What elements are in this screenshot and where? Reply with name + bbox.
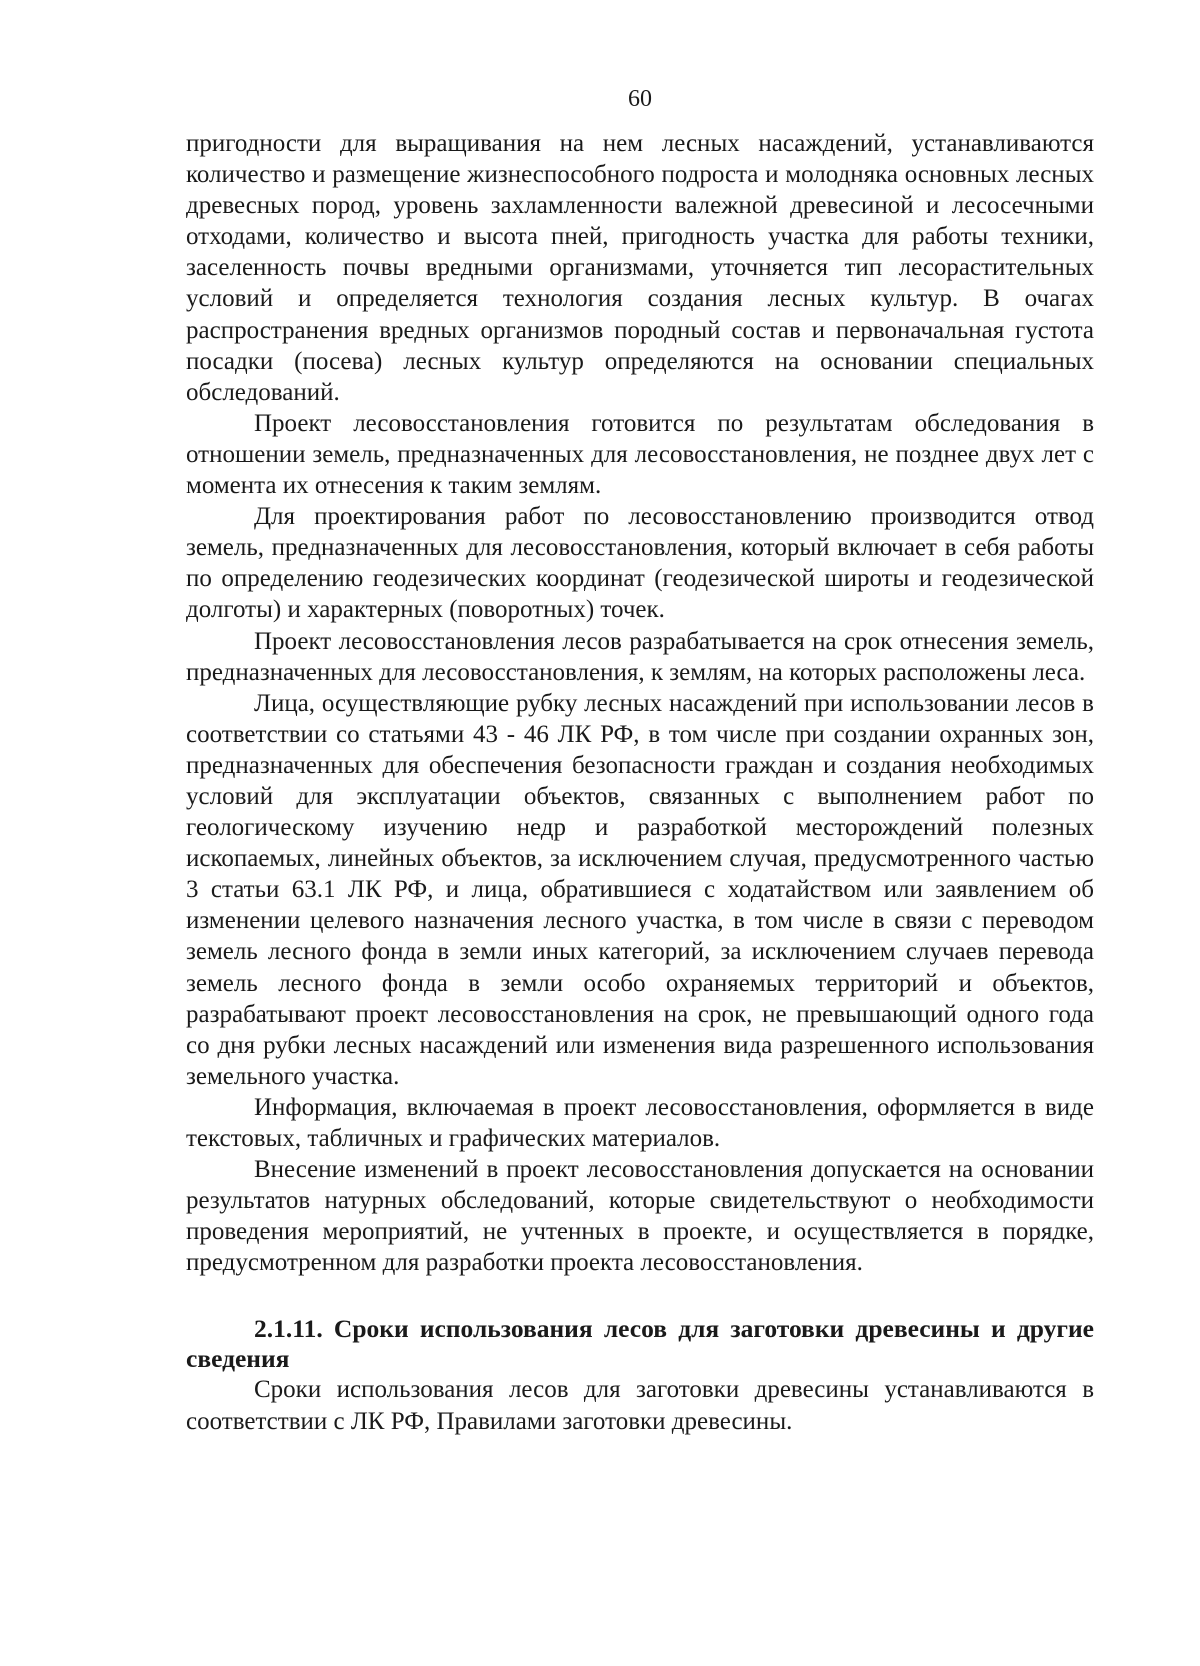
section-heading: 2.1.11. Сроки использования лесов для заготовки древесины и другие сведения: [186, 1314, 1094, 1374]
paragraph-project-information: Информация, включаемая в проект лесовосстановления, оформляется в виде текстовых, табличных и графических материалов.: [186, 1093, 1094, 1152]
paragraph-project-changes: Внесение изменений в проект лесовосстановления допускается на основании результатов натурных обследований, которые свидетельствуют о необходимости проведения мероприятий, не учтенных в проекте, и осуществляется в порядке, предусмотренном для разработки проекта лесовосстановления.: [186, 1156, 1094, 1277]
paragraph-land-allocation: Для проектирования работ по лесовосстановлению производится отвод земель, предназначенных для лесовосстановления, который включает в себя работы по определению геодезических координат (геодезической широты и геодезической долготы) и характерных (поворотных) точек.: [186, 503, 1094, 624]
section-paragraph: Сроки использования лесов для заготовки древесины устанавливаются в соответствии с ЛК РФ, Правилами заготовки древесины.: [186, 1376, 1094, 1435]
page-number: 60: [628, 86, 652, 112]
paragraph-reforestation-project-timing: Проект лесовосстановления готовится по результатам обследования в отношении земель, предназначенных для лесовосстановления, не позднее двух лет с момента их отнесения к таким землям.: [186, 409, 1094, 500]
paragraph-persons-cutting: Лица, осуществляющие рубку лесных насаждений при использовании лесов в соответствии со статьями 43 - 46 ЛК РФ, в том числе при создании охранных зон, предназначенных для обеспечения безопасности граждан и создания необходимых условий для эксплуатации объектов, связанных с выполнением работ по геологическому изучению недр и разработкой месторождений полезных ископаемых, линейных объектов, за исключением случая, предусмотренного частью 3 статьи 63.1 ЛК РФ, и лица, обратившиеся с ходатайством или заявлением об изменении целевого назначения лесного участка, в том числе в связи с переводом земель лесного фонда в земли иных категорий, за исключением случаев перевода земель лесного фонда в земли особо охраняемых территорий и объектов, разрабатывают проект лесовосстановления на срок, не превышающий одного года со дня рубки лесных насаждений или изменения вида разрешенного использования земельного участка.: [186, 689, 1094, 1090]
paragraph-continuation: пригодности для выращивания на нем лесных насаждений, устанавливаются количество и размещение жизнеспособного подроста и молодняка основных лесных древесных пород, уровень захламленности валежной древесиной и лесосечными отходами, количество и высота пней, пригодность участка для работы техники, заселенность почвы вредными организмами, уточняется тип лесорастительных условий и определяется технология создания лесных культур. В очагах распространения вредных организмов породный состав и первоначальная густота посадки (посева) лесных культур определяются на основании специальных обследований.: [186, 130, 1094, 406]
document-body: [186, 128, 1094, 1437]
paragraph-project-term: Проект лесовосстановления лесов разрабатывается на срок отнесения земель, предназначенных для лесовосстановления, к землям, на которых расположены леса.: [186, 627, 1094, 686]
